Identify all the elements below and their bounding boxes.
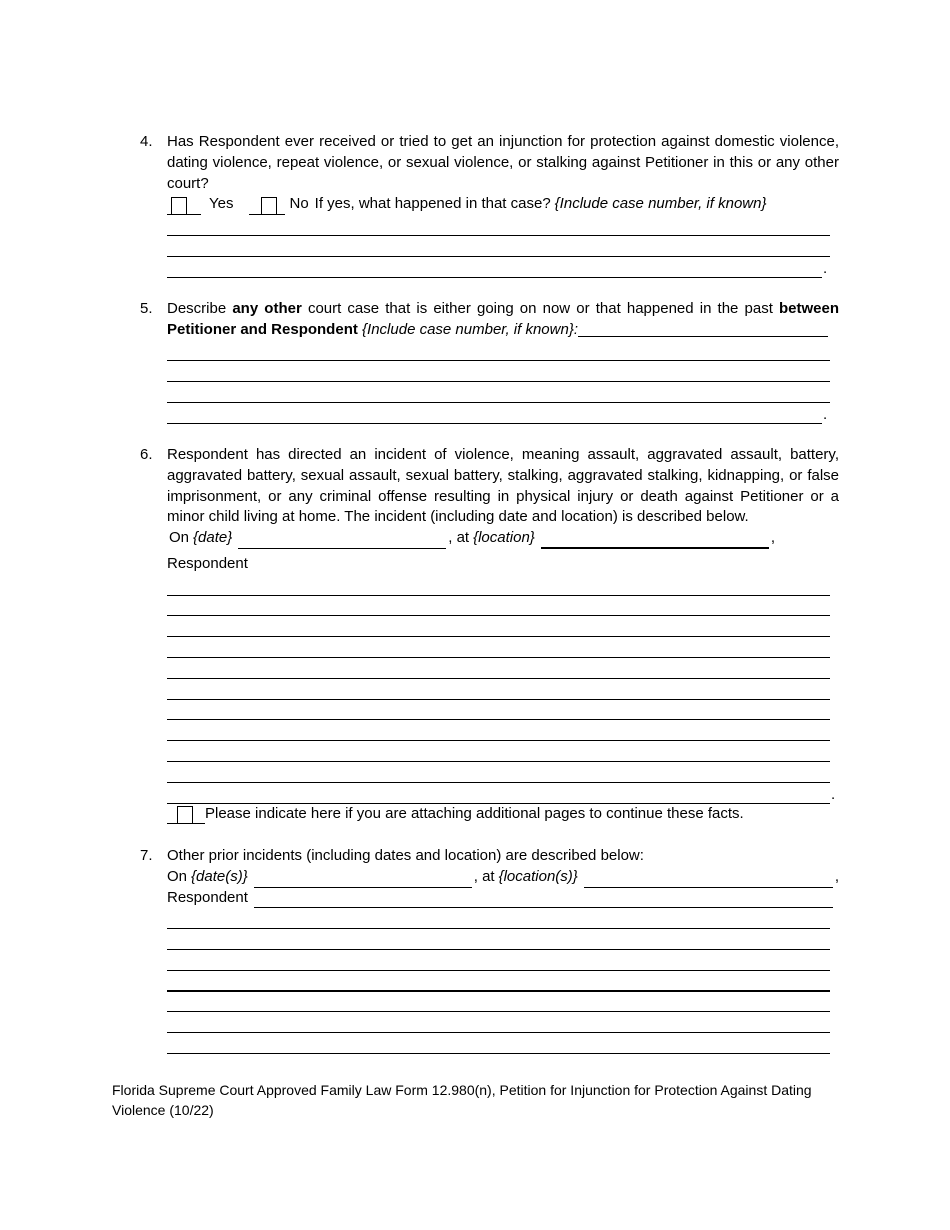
item-7-answer-line[interactable] <box>167 1012 830 1033</box>
end-period: . <box>823 259 828 277</box>
attach-pages-row <box>167 804 839 825</box>
item-6-answer-line[interactable] <box>167 720 830 741</box>
item-7-answer-line[interactable] <box>167 1033 830 1054</box>
followup-question: If yes, what happened in that case? <box>314 195 551 213</box>
item-5-answer-line[interactable] <box>167 341 830 362</box>
item-7-statement: Other prior incidents (including dates and location) are described below: <box>167 847 644 864</box>
item-6-statement: Respondent has directed an incident of violence, meaning assault, aggravated assault, battery, aggravated battery, sexual assault, sexual battery, stalking, aggravated stalking, kidnapping, or false imprisonment, or any criminal offense resulting in physical injury or death against Petitioner or a minor child living at home. The incident (including date and location) is described below. <box>167 446 839 526</box>
item-6-answer-line[interactable] <box>167 637 830 658</box>
item-6-answer-line[interactable] <box>167 762 830 783</box>
item-6-answer-line[interactable] <box>167 575 830 596</box>
item-7-answer-line[interactable] <box>167 908 830 929</box>
item-6-answer-line[interactable] <box>167 700 830 721</box>
item-7-respondent-row: Respondent <box>167 888 839 909</box>
item-4-number: 4. <box>140 133 153 150</box>
item-6-number: 6. <box>140 446 153 463</box>
no-label: No <box>289 195 309 213</box>
no-checkbox[interactable] <box>261 197 277 215</box>
followup-hint: {Include case number, if known} <box>554 195 767 213</box>
item-7-answer-line[interactable] <box>167 950 830 971</box>
item-5-first-line[interactable] <box>578 321 828 337</box>
item-4-question: Has Respondent ever received or tried to get an injunction for protection against domestic violence, dating violence, repeat violence, or sexual violence, or stalking against Petitioner in this or any other court? <box>167 133 839 192</box>
item-5-question: Describe any other court case that is either going on now or that happened in the past between Petitioner and Respondent {Include case number, if known}: <box>167 300 840 338</box>
item-7-answer-line[interactable] <box>167 929 830 950</box>
attach-pages-label: Please indicate here if you are attaching additional pages to continue these facts. <box>205 804 744 822</box>
item-7-answer-line[interactable] <box>167 971 830 992</box>
item-7-date-row: On {date(s)} , at {location(s)} , <box>167 867 839 888</box>
item-7-respondent-field[interactable] <box>254 892 833 908</box>
end-period: . <box>831 785 836 803</box>
form-footer: Florida Supreme Court Approved Family Law Form 12.980(n), Petition for Injunction for Protection Against Dating Violence (10/22) <box>112 1082 812 1118</box>
item-6-date-field[interactable] <box>238 533 446 549</box>
yes-label: Yes <box>209 195 234 213</box>
item-4-answer-line[interactable] <box>167 236 830 257</box>
item-4-answer-line[interactable] <box>167 257 822 278</box>
item-6-date-row: On {date} , at {location} , <box>167 528 779 549</box>
item-7-number: 7. <box>140 847 153 864</box>
item-5-hint: {Include case number, if known}: <box>362 320 579 338</box>
item-6-location-field[interactable] <box>541 532 769 549</box>
item-7-dates-field[interactable] <box>254 872 472 888</box>
item-6-answer-line[interactable] <box>167 616 830 637</box>
item-4-answer-line[interactable] <box>167 215 830 236</box>
item-6-answer-line[interactable] <box>167 679 830 700</box>
yes-checkbox[interactable] <box>171 197 187 215</box>
end-period: . <box>823 405 828 423</box>
item-7-locations-field[interactable] <box>584 872 833 888</box>
item-6-answer-line[interactable] <box>167 741 830 762</box>
item-5-number: 5. <box>140 300 153 317</box>
item-5-answer-line[interactable] <box>167 361 830 382</box>
item-6-answer-line[interactable] <box>167 783 830 804</box>
item-5-answer-line[interactable] <box>167 382 830 403</box>
item-6-respondent-label: Respondent <box>167 554 248 572</box>
item-4-answer-row <box>167 194 839 215</box>
item-7-answer-line[interactable] <box>167 992 830 1013</box>
item-5-answer-line[interactable] <box>167 403 822 424</box>
attach-pages-checkbox[interactable] <box>177 806 193 824</box>
item-6-answer-line[interactable] <box>167 658 830 679</box>
item-6-answer-line[interactable] <box>167 596 830 617</box>
